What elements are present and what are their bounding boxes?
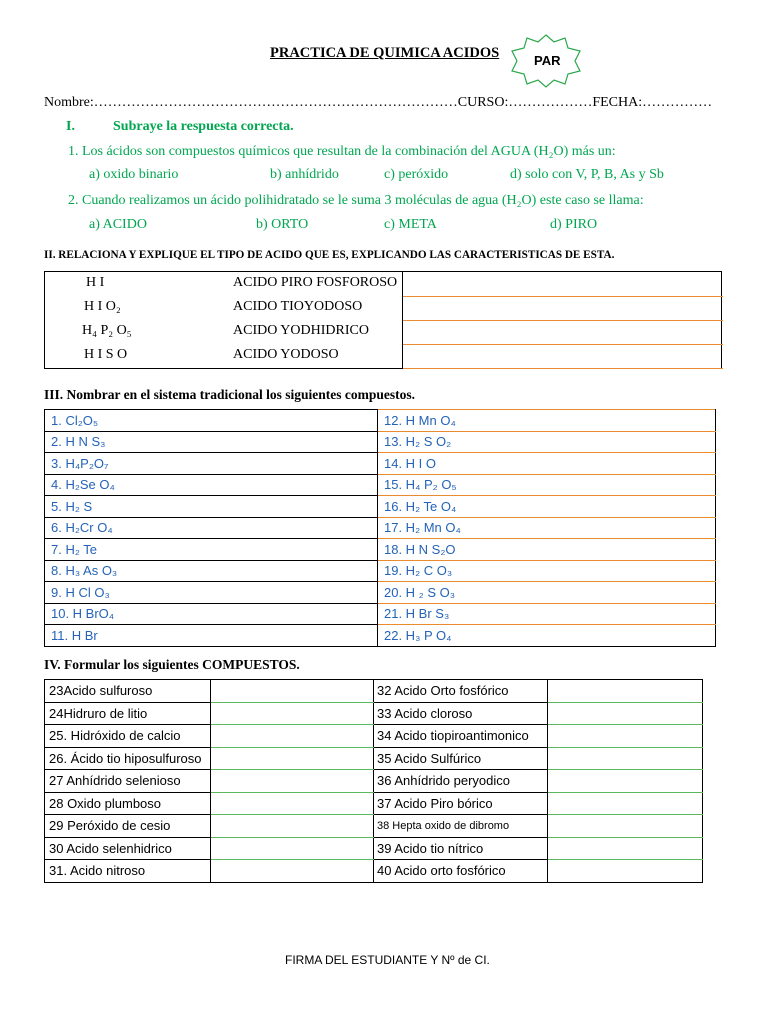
answer-cell-right[interactable] <box>548 725 703 748</box>
page-title: PRACTICA DE QUIMICA ACIDOS <box>270 45 500 61</box>
answer-cell-left[interactable] <box>211 702 374 725</box>
compound-left-cell: 9. H Cl O₃ <box>45 582 378 604</box>
nomenclature-row <box>45 625 716 647</box>
formulation-row <box>45 837 703 860</box>
q1-option-a: a) oxido binario <box>89 167 179 182</box>
q1-option-d: d) solo con V, P, B, As y Sb <box>510 167 664 182</box>
compound-name-right: 40 Acido orto fosfórico <box>374 860 548 883</box>
compound-left-cell: 5. H₂ S <box>45 496 378 518</box>
compound-right-cell: 15. H₄ P₂ O₅ <box>378 474 716 496</box>
answer-cell-left[interactable] <box>211 837 374 860</box>
formula-cell: H I S O <box>84 347 128 362</box>
compound-name-left: 23Acido sulfuroso <box>45 680 211 703</box>
nomenclature-row <box>45 410 716 432</box>
acid-name-cell: ACIDO TIOYODOSO <box>233 299 363 314</box>
nomenclature-table <box>44 409 716 647</box>
answer-cell-left[interactable] <box>211 815 374 838</box>
compound-right-cell: 13. H₂ S O₂ <box>378 431 716 453</box>
acid-name-cell: ACIDO PIRO FOSFOROSO <box>233 275 398 290</box>
compound-left-cell: 2. H N S₃ <box>45 431 378 453</box>
formula-cell: H₄ P₂ O₅ <box>82 323 132 338</box>
compound-right-cell: 12. H Mn O₄ <box>378 410 716 432</box>
q2-option-b: b) ORTO <box>256 217 309 232</box>
answer-cell-left[interactable] <box>211 792 374 815</box>
formula-cell: H I O₂ <box>84 299 121 314</box>
compound-right-cell: 18. H N S₂O <box>378 539 716 561</box>
formulation-row <box>45 702 703 725</box>
nomenclature-row <box>45 496 716 518</box>
compound-left-cell: 11. H Br <box>45 625 378 647</box>
answer-cell-left[interactable] <box>211 770 374 793</box>
compound-left-cell: 6. H₂Cr O₄ <box>45 517 378 539</box>
compound-name-left: 27 Anhídrido selenioso <box>45 770 211 793</box>
answer-cell-right[interactable] <box>548 770 703 793</box>
compound-name-right: 39 Acido tio nítrico <box>374 837 548 860</box>
q1-option-b: b) anhídrido <box>270 167 339 182</box>
compound-left-cell: 4. H₂Se O₄ <box>45 474 378 496</box>
relation-row <box>82 271 397 295</box>
answer-cell-right[interactable] <box>548 792 703 815</box>
formulation-row <box>45 792 703 815</box>
formulation-row <box>45 815 703 838</box>
compound-name-right: 37 Acido Piro bórico <box>374 792 548 815</box>
relation-row <box>82 343 397 367</box>
compound-left-cell: 8. H₃ As O₃ <box>45 560 378 582</box>
relation-list <box>82 271 397 367</box>
answer-cell-left[interactable] <box>211 680 374 703</box>
nomenclature-row <box>45 560 716 582</box>
answer-cell-left[interactable] <box>211 860 374 883</box>
compound-left-cell: 3. H₄P₂O₇ <box>45 453 378 475</box>
answer-cell-right[interactable] <box>548 860 703 883</box>
answer-cell-right[interactable] <box>548 837 703 860</box>
compound-right-cell: 16. H₂ Te O₄ <box>378 496 716 518</box>
relation-row <box>82 295 397 319</box>
formulation-row <box>45 860 703 883</box>
formulation-row <box>45 680 703 703</box>
compound-right-cell: 19. H₂ C O₃ <box>378 560 716 582</box>
compound-name-left: 24Hidruro de litio <box>45 702 211 725</box>
student-info-line: Nombre:……………………………………………………………………CURSO:………………FECHA:…………… <box>44 95 713 110</box>
section1-numeral: I. <box>66 119 75 134</box>
formulation-table <box>44 679 703 883</box>
q2-option-c: c) META <box>384 217 437 232</box>
compound-name-right: 35 Acido Sulfúrico <box>374 747 548 770</box>
section4-heading: IV. Formular los siguientes COMPUESTOS. <box>44 657 300 672</box>
answer-cell-left[interactable] <box>211 725 374 748</box>
acid-name-cell: ACIDO YODHIDRICO <box>233 323 369 338</box>
compound-name-left: 28 Oxido plumboso <box>45 792 211 815</box>
compound-right-cell: 14. H I O <box>378 453 716 475</box>
answer-cell-left[interactable] <box>211 747 374 770</box>
q2-option-d: d) PIRO <box>550 217 598 232</box>
compound-left-cell: 10. H BrO₄ <box>45 603 378 625</box>
compound-right-cell: 20. H ₂ S O₃ <box>378 582 716 604</box>
section3-heading: III. Nombrar en el sistema tradicional los siguientes compuestos. <box>44 387 415 402</box>
compound-name-right: 38 Hepta oxido de dibromo <box>374 815 548 838</box>
nomenclature-row <box>45 603 716 625</box>
nomenclature-row <box>45 517 716 539</box>
question-1: 1. Los ácidos son compuestos químicos que resultan de la combinación del AGUA (H₂O) más un: <box>68 144 616 159</box>
answer-cell-right[interactable] <box>548 702 703 725</box>
compound-right-cell: 21. H Br S₃ <box>378 603 716 625</box>
compound-name-left: 25. Hidróxido de calcio <box>45 725 211 748</box>
compound-name-left: 30 Acido selenhidrico <box>45 837 211 860</box>
acid-name-cell: ACIDO YODOSO <box>233 347 339 362</box>
signature-label: FIRMA DEL ESTUDIANTE Y Nº de CI. <box>285 953 490 967</box>
nomenclature-row <box>45 582 716 604</box>
compound-left-cell: 1. Cl₂O₅ <box>45 410 378 432</box>
compound-name-left: 29 Peróxido de cesio <box>45 815 211 838</box>
nomenclature-row <box>45 539 716 561</box>
compound-name-left: 26. Ácido tio hiposulfuroso <box>45 747 211 770</box>
relation-row <box>82 319 397 343</box>
formulation-row <box>45 725 703 748</box>
nomenclature-row <box>45 474 716 496</box>
answer-cell-right[interactable] <box>548 815 703 838</box>
section2-heading: II. RELACIONA Y EXPLIQUE EL TIPO DE ACIDO QUE ES, EXPLICANDO LAS CARACTERISTICAS DE ESTA. <box>44 249 615 261</box>
question-2: 2. Cuando realizamos un ácido polihidratado se le suma 3 moléculas de agua (H₂O) este caso se llama: <box>68 193 644 208</box>
compound-left-cell: 7. H₂ Te <box>45 539 378 561</box>
compound-right-cell: 17. H₂ Mn O₄ <box>378 517 716 539</box>
nomenclature-row <box>45 431 716 453</box>
answer-cell-right[interactable] <box>548 747 703 770</box>
compound-name-right: 32 Acido Orto fosfórico <box>374 680 548 703</box>
q2-option-a: a) ACIDO <box>89 217 147 232</box>
par-badge: PAR <box>534 53 561 68</box>
answer-cell-right[interactable] <box>548 680 703 703</box>
section1-heading: Subraye la respuesta correcta. <box>113 119 294 134</box>
nomenclature-row <box>45 453 716 475</box>
compound-right-cell: 22. H₃ P O₄ <box>378 625 716 647</box>
formulation-row <box>45 747 703 770</box>
compound-name-right: 33 Acido cloroso <box>374 702 548 725</box>
formulation-row <box>45 770 703 793</box>
compound-name-left: 31. Acido nitroso <box>45 860 211 883</box>
formula-cell: H I <box>86 275 105 290</box>
q1-option-c: c) peróxido <box>384 167 449 182</box>
compound-name-right: 36 Anhídrido peryodico <box>374 770 548 793</box>
compound-name-right: 34 Acido tiopiroantimonico <box>374 725 548 748</box>
